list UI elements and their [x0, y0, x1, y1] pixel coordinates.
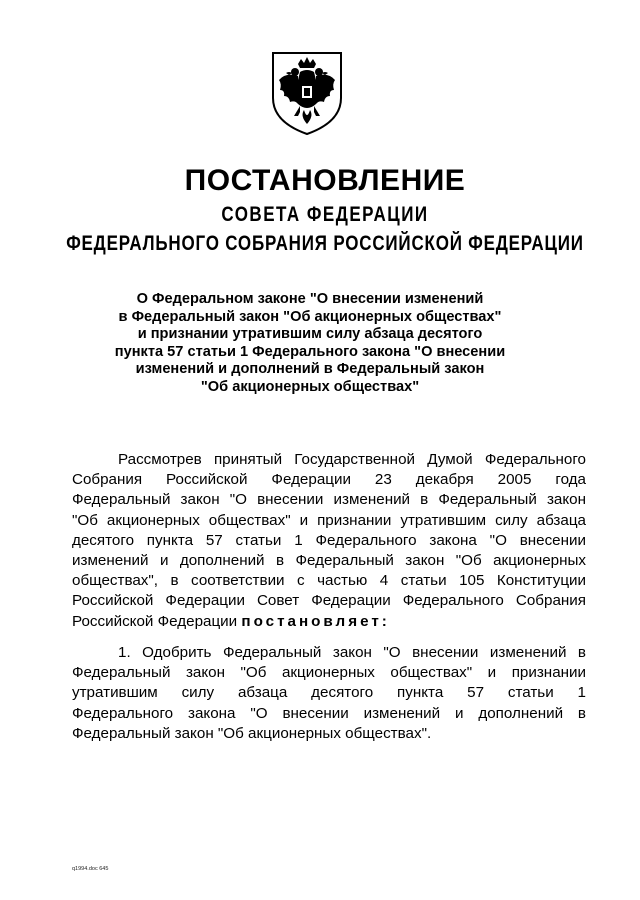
- paragraph-line: утратившим силу абзаца десятого пункта 57 статьи 1: [72, 684, 586, 702]
- preamble-paragraph: [72, 450, 586, 632]
- subject-line: изменений и дополнений в Федеральный закон: [135, 361, 485, 377]
- decree-word: постановляет:: [241, 612, 390, 630]
- paragraph-line: Российской Федерации Совет Федерации Федерального Собрания: [72, 592, 586, 610]
- issuer-line-2: ФЕДЕРАЛЬНОГО СОБРАНИЯ РОССИЙСКОЙ ФЕДЕРАЦИИ: [66, 231, 584, 255]
- paragraph-line-prefix: Российской Федерации: [72, 612, 238, 630]
- paragraph-line: Собрания Российской Федерации 23 декабря 2005 года: [72, 471, 586, 489]
- subject-line: "Об акционерных обществах": [200, 378, 420, 395]
- paragraph-line: "Об акционерных обществах" и признании утратившим силу абзаца: [72, 511, 586, 529]
- paragraph-line: 1. Одобрить Федеральный закон "О внесении изменений в: [118, 644, 586, 661]
- paragraph-line: Федеральный закон "О внесении изменений в Федеральный закон: [72, 491, 586, 509]
- subject-line: в Федеральный закон "Об акционерных обществах": [118, 308, 502, 325]
- paragraph-line: изменений и дополнений в Федеральный закон "Об акционерных: [72, 552, 586, 570]
- paragraph-line: Рассмотрев принятый Государственной Думой Федерального: [118, 451, 586, 468]
- paragraph-line: обществах", в соответствии с частью 4 статьи 105 Конституции: [72, 572, 586, 590]
- document-file-code: q1994.doc 645: [72, 866, 109, 872]
- subject-line: и признании утратившим силу абзаца десятого: [137, 326, 483, 342]
- document-title: ПОСТАНОВЛЕНИЕ: [184, 164, 466, 197]
- resolution-item-1: [72, 643, 586, 744]
- subject-line: О Федеральном законе "О внесении изменений: [136, 291, 484, 307]
- paragraph-line: [72, 612, 586, 632]
- paragraph-line: Федеральный закон "Об акционерных обществах".: [72, 724, 432, 742]
- paragraph-line: Федеральный закон "Об акционерных обществах" и признании: [72, 664, 586, 682]
- document-subject: [90, 291, 530, 396]
- coat-of-arms-icon: [270, 50, 344, 136]
- issuer-line-1: СОВЕТА ФЕДЕРАЦИИ: [221, 202, 429, 226]
- subject-line: пункта 57 статьи 1 Федерального закона "О внесении: [114, 343, 506, 360]
- paragraph-line: десятого пункта 57 статьи 1 Федерального закона "О внесении: [72, 531, 586, 549]
- paragraph-line: Федерального закона "О внесении изменений и дополнений в: [72, 704, 586, 722]
